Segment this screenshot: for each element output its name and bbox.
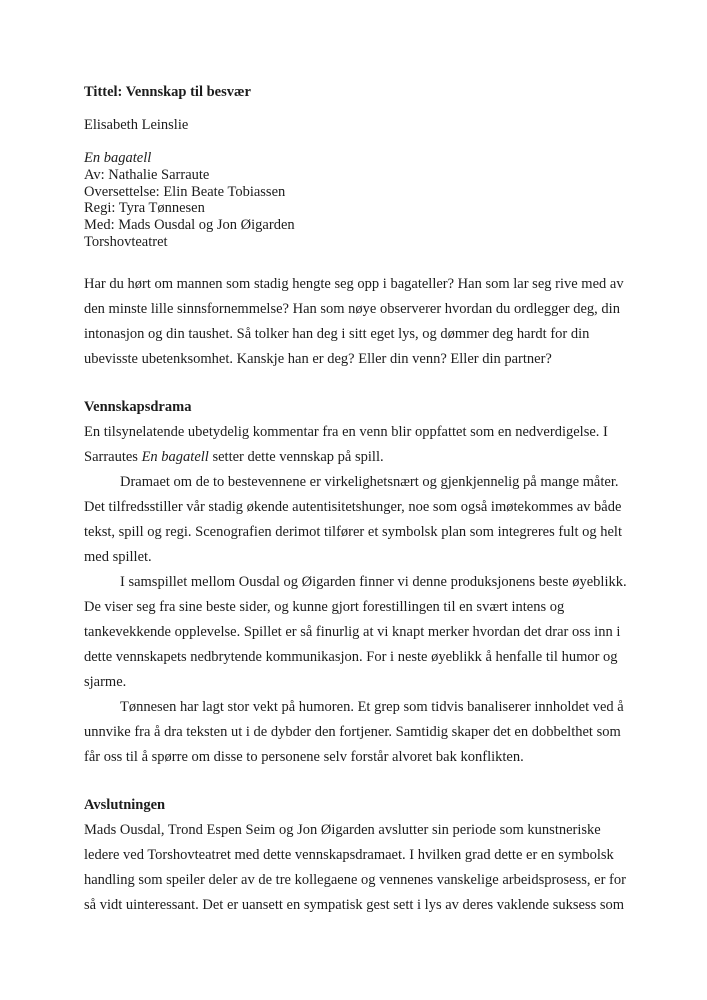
production-playwright-line: Av: Nathalie Sarraute (84, 167, 210, 184)
author-byline: Elisabeth Leinslie (84, 117, 189, 134)
document-title: Tittel: Vennskap til besvær (84, 84, 251, 100)
intro-paragraph: Har du hørt om mannen som stadig hengte seg opp i bagateller? Han som lar seg rive med av den minste lille sinnsfornemmelse? Han som nøye observerer hvordan du ordlegger deg, din intonasjon og din taushet. Så tolker han deg i sitt eget lys, og dømmer deg hardt for din ubevisste ubetenksomhet. Kanskje han er deg? Eller din venn? Eller din partner? (84, 275, 624, 367)
production-cast-line: Med: Mads Ousdal og Jon Øigarden (84, 217, 295, 234)
production-info (84, 150, 629, 250)
work-title: En bagatell (84, 150, 152, 167)
section-heading-vennskapsdrama: Vennskapsdrama (84, 398, 192, 415)
paragraph-text: setter dette vennskap på spill. (208, 448, 384, 465)
paragraph-text: En tilsynelatende ubetydelig kommentar fra en venn blir oppfattet som en nedverdigelse. I Sarrautes (84, 423, 608, 465)
paragraph-vennskapsdrama-1 (84, 420, 629, 470)
document-content (84, 84, 629, 918)
production-director-line: Regi: Tyra Tønnesen (84, 200, 205, 217)
section-heading-avslutningen: Avslutningen (84, 796, 166, 813)
production-translation-line: Oversettelse: Elin Beate Tobiassen (84, 183, 286, 200)
production-theatre-line: Torshovteatret (84, 233, 168, 250)
paragraph-vennskapsdrama-3: I samspillet mellom Ousdal og Øigarden finner vi denne produksjonens beste øyeblikk. De viser seg fra sine beste sider, og kunne gjort forestillingen til en svært intens og tankevekkende opplevelse. Spillet er så finurlig at vi knapt merker hvordan det drar oss inn i dette vennskapets nedbrytende kommunikasjon. For i neste øyeblikk å henfalle til humor og sjarme. (84, 573, 627, 690)
paragraph-vennskapsdrama-4: Tønnesen har lagt stor vekt på humoren. Et grep som tidvis banaliserer innholdet ved å unnvike fra å dra teksten ut i de dybder den fortjener. Samtidig skaper det en dobbelthet som får oss til å spørre om disse to personene selv forstår alvoret bak konflikten. (84, 698, 624, 765)
paragraph-vennskapsdrama-2: Dramaet om de to bestevennene er virkelighetsnært og gjenkjennelig på mange måter. Det tilfredsstiller vår stadig økende autentisitetshunger, noe som også imøtekommes av både tekst, spill og regi. Scenografien derimot tilfører et symbolsk plan som integreres fult og helt med spillet. (84, 473, 622, 565)
paragraph-avslutningen-1: Mads Ousdal, Trond Espen Seim og Jon Øigarden avslutter sin periode som kunstneriske ledere ved Torshovteatret med dette vennskapsdramaet. I hvilken grad dette er en symbolsk handling som speiler deler av de tre kollegaene og vennenes vanskelige arbeidsprosess, er for så vidt uinteressant. Det er uansett en sympatisk gest sett i lys av deres vaklende suksess som (84, 821, 626, 913)
work-title-inline: En bagatell (141, 448, 209, 465)
